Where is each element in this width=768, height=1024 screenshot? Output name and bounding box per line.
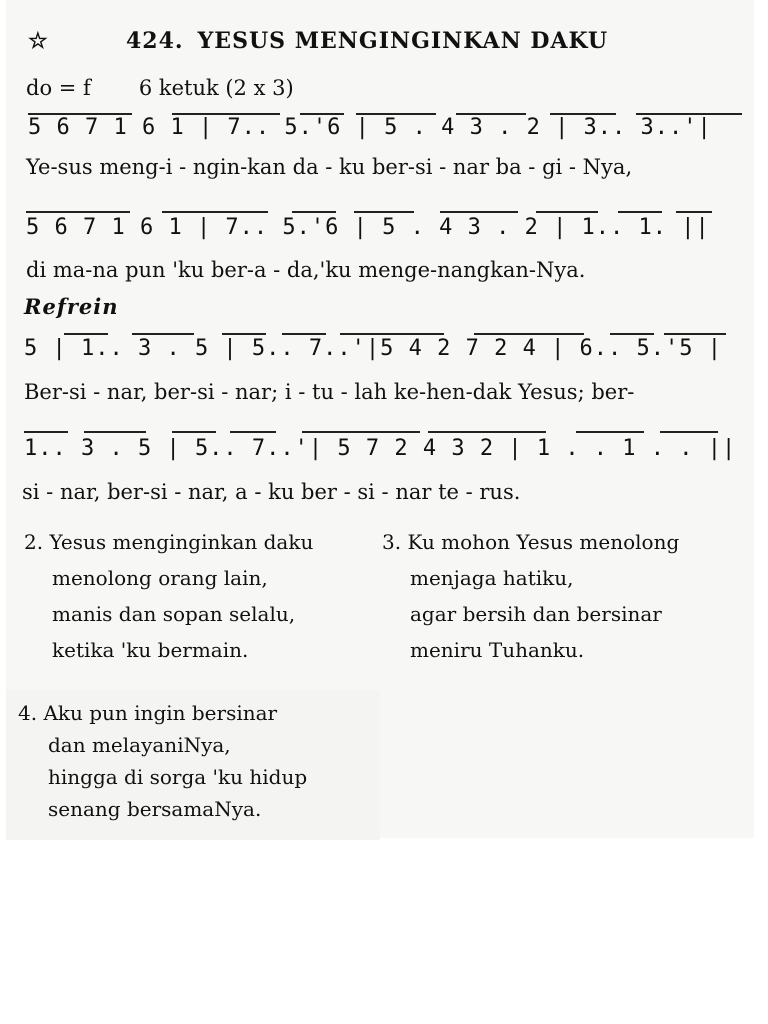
beam xyxy=(664,333,726,335)
beam xyxy=(24,431,68,433)
verse-line: meniru Tuhanku. xyxy=(410,638,585,662)
beam xyxy=(222,333,266,335)
beam xyxy=(282,333,326,335)
hymn-title: YESUS MENGINGINKAN DAKU xyxy=(197,28,609,54)
verse-4 xyxy=(18,697,307,825)
notation-line-4: 1.. 3 . 5 | 5.. 7..'| 5 7 2 4 3 2 | 1 . . 1 . . || xyxy=(24,436,737,461)
verse-line: 2. Yesus menginginkan daku xyxy=(24,530,314,554)
verse-2 xyxy=(24,524,313,668)
beam xyxy=(26,211,130,213)
verse-line: 3. Ku mohon Yesus menolong xyxy=(382,530,680,554)
beam xyxy=(302,431,420,433)
notation-line-3: 5 | 1.. 3 . 5 | 5.. 7..'|5 4 2 7 2 4 | 6.. 5.'5 | xyxy=(24,336,723,361)
beam xyxy=(84,431,146,433)
verse-line: menolong orang lain, xyxy=(52,566,268,590)
beam xyxy=(440,211,518,213)
beam xyxy=(428,431,546,433)
verse-line: 4. Aku pun ingin bersinar xyxy=(18,701,278,725)
lyrics-line-1: Ye-sus meng-i - ngin-kan da - ku ber-si - nar ba - gi - Nya, xyxy=(26,155,633,179)
lyrics-line-3: Ber-si - nar, ber-si - nar; i - tu - lah ke-hen-dak Yesus; ber- xyxy=(24,380,635,404)
verse-line: hingga di sorga 'ku hidup xyxy=(48,765,308,789)
verse-line: ketika 'ku bermain. xyxy=(52,638,249,662)
key-signature: do = f xyxy=(26,76,91,100)
beam xyxy=(474,333,584,335)
verse-line: menjaga hatiku, xyxy=(410,566,574,590)
lyrics-line-2: di ma-na pun 'ku ber-a - da,'ku menge-nangkan-Nya. xyxy=(26,258,586,282)
beam xyxy=(536,211,598,213)
beam xyxy=(576,431,644,433)
beam xyxy=(618,211,662,213)
beam xyxy=(610,333,654,335)
verse-line: manis dan sopan selalu, xyxy=(52,602,296,626)
hymn-number: 424. xyxy=(126,28,184,54)
beam xyxy=(660,431,718,433)
verse-line: senang bersamaNya. xyxy=(48,797,262,821)
notation-line-2: 5 6 7 1 6 1 | 7.. 5.'6 | 5 . 4 3 . 2 | 1.. 1. || xyxy=(26,215,710,240)
beam xyxy=(230,431,276,433)
time-signature: 6 ketuk (2 x 3) xyxy=(138,76,294,100)
lyrics-line-4: si - nar, ber-si - nar, a - ku ber - si - nar te - rus. xyxy=(22,480,521,504)
beam xyxy=(340,333,444,335)
beam xyxy=(292,211,336,213)
beam xyxy=(354,211,414,213)
refrain-label: Refrein xyxy=(24,294,119,319)
verse-3 xyxy=(382,524,679,668)
beam xyxy=(676,211,712,213)
verse-line: dan melayaniNya, xyxy=(48,733,231,757)
star-icon: ☆ xyxy=(28,28,49,54)
beam xyxy=(132,333,194,335)
hymn-title-row xyxy=(28,28,608,54)
hymn-meta xyxy=(26,76,294,100)
notation-line-1: 5 6 7 1 6 1 | 7.. 5.'6 | 5 . 4 3 . 2 | 3.. 3..'| xyxy=(28,115,712,140)
beam xyxy=(172,431,216,433)
verse-line: agar bersih dan bersinar xyxy=(410,602,662,626)
beam xyxy=(162,211,268,213)
beam xyxy=(64,333,108,335)
